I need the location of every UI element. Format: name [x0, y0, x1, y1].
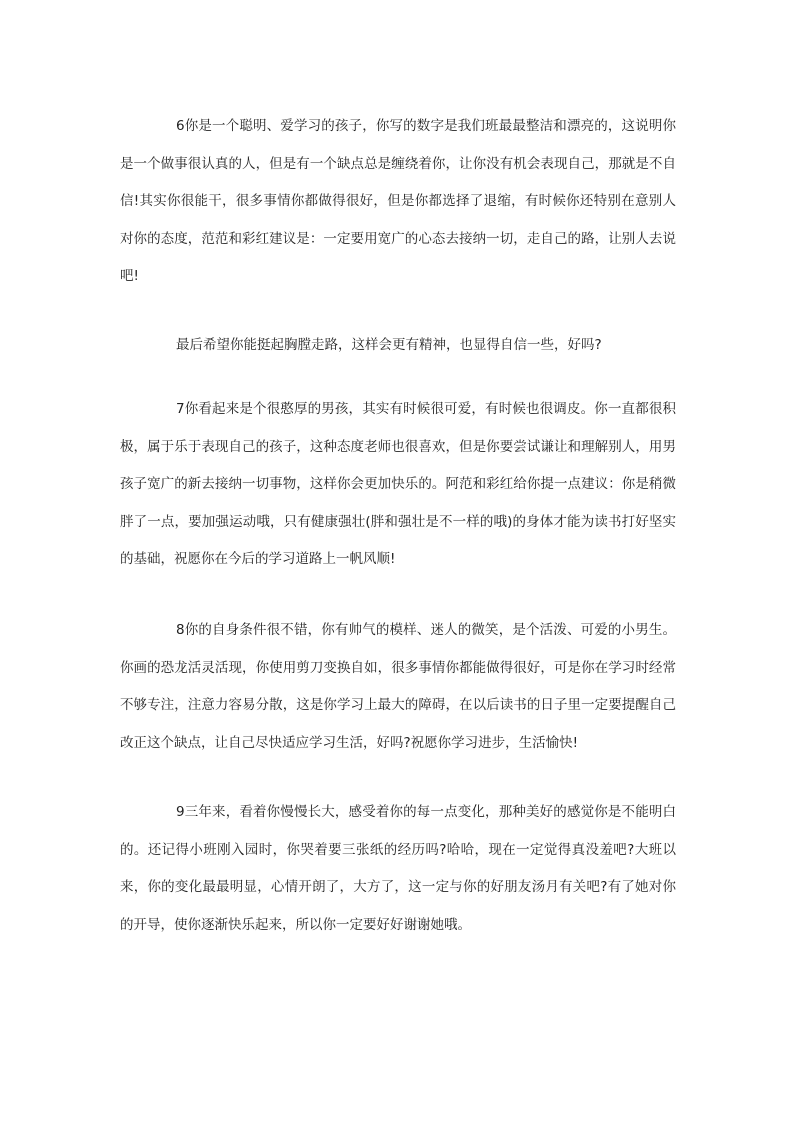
paragraph-comment-8: 8你的自身条件很不错，你有帅气的模样、迷人的微笑，是个活泼、可爱的小男生。你画的恐龙活灵活现，你使用剪刀变换自如，很多事情你都能做得很好，可是你在学习时经常不够专注，注意力容易分散，这是你学习上最大的障碍，在以后读书的日子里一定要提醒自己改正这个缺点，让自己尽快适应学习生活，好吗?祝愿你学习进步，生活愉快! — [120, 622, 676, 751]
paragraph-comment-6: 6你是一个聪明、爱学习的孩子，你写的数字是我们班最最整洁和漂亮的，这说明你是一个做事很认真的人，但是有一个缺点总是缠绕着你，让你没有机会表现自己，那就是不自信!其实你很能干，很多事情你都做得很好，但是你都选择了退缩，有时候你还特别在意别人对你的态度，范范和彩红建议是：一定要用宽广的心态去接纳一切，走自己的路，让别人去说吧! — [120, 118, 676, 284]
paragraph-comment-7: 7你看起来是个很憨厚的男孩，其实有时候很可爱，有时候也很调皮。你一直都很积极，属于乐于表现自己的孩子，这种态度老师也很喜欢，但是你要尝试谦让和理解别人，用男孩子宽广的新去接纳一切事物，这样你会更加快乐的。阿范和彩红给你提一点建议：你是稍微胖了一点，要加强运动哦，只有健康强壮(胖和强壮是不一样的哦)的身体才能为读书打好坚实的基础，祝愿你在今后的学习道路上一帆风顺! — [120, 401, 676, 567]
paragraph-comment-9: 9三年来，看着你慢慢长大，感受着你的每一点变化，那种美好的感觉你是不能明白的。还记得小班刚入园时，你哭着要三张纸的经历吗?哈哈，现在一定觉得真没羞吧?大班以来，你的变化最最明显，心情开朗了，大方了，这一定与你的好朋友汤月有关吧?有了她对你的开导，使你逐渐快乐起来，所以你一定要好好谢谢她哦。 — [120, 804, 676, 933]
paragraph-closing-wish: 最后希望你能挺起胸膛走路，这样会更有精神，也显得自信一些，好吗? — [176, 337, 602, 353]
